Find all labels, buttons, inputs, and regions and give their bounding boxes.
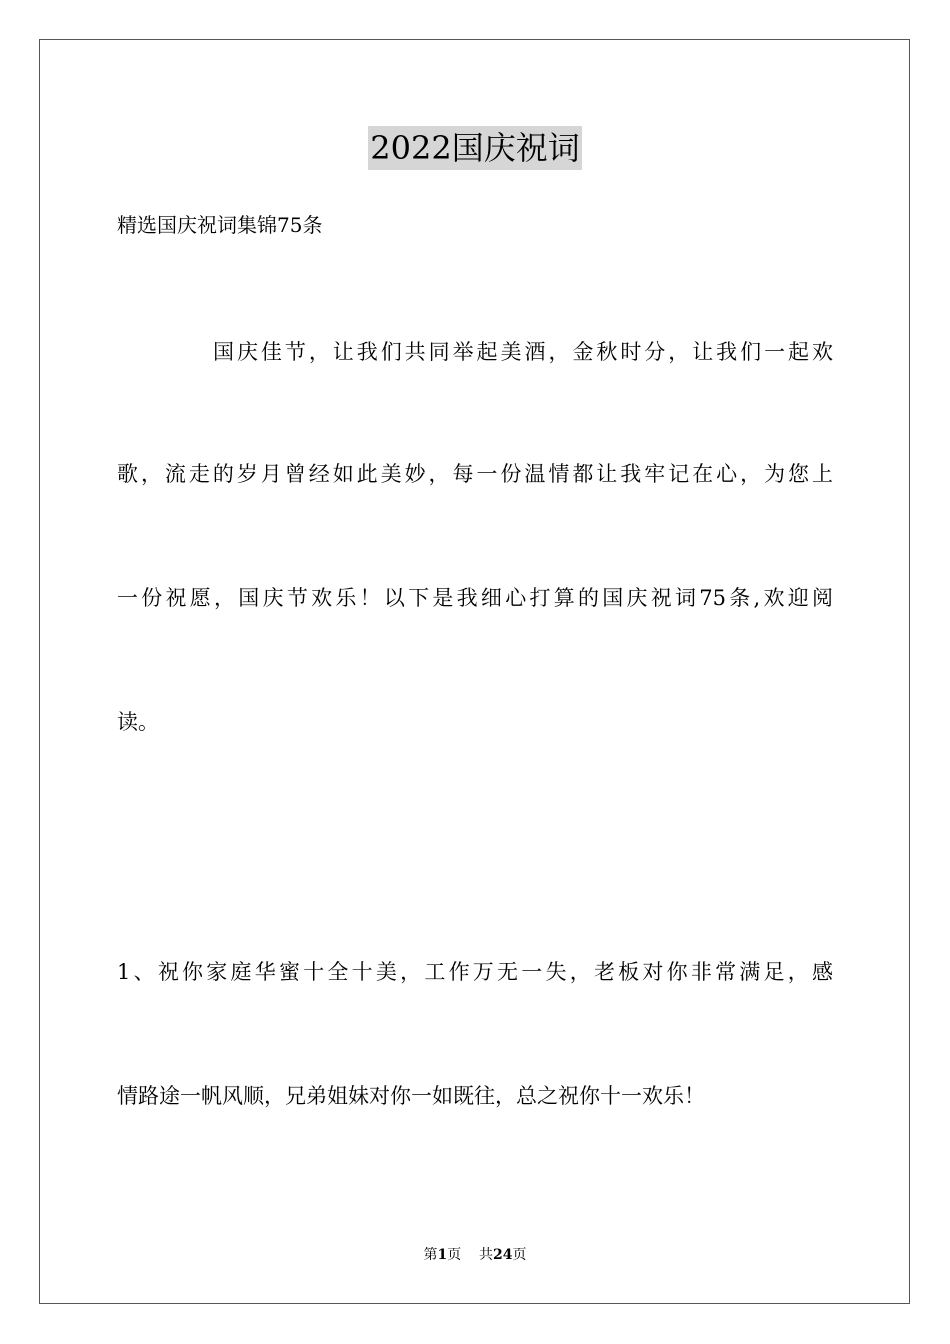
footer-page-suffix: 页 bbox=[447, 1247, 462, 1263]
intro-line-1: 国庆佳节，让我们共同举起美酒，金秋时分，让我们一起欢 bbox=[213, 340, 833, 364]
footer-total-prefix: 共 bbox=[479, 1247, 494, 1263]
page-footer bbox=[0, 1245, 950, 1265]
title-container bbox=[0, 126, 950, 170]
footer-page-number: 1 bbox=[437, 1247, 448, 1263]
footer-total-pages: 24 bbox=[493, 1247, 513, 1263]
item1-line-1: 1、祝你家庭华蜜十全十美，工作万无一失，老板对你非常满足，感 bbox=[117, 960, 833, 984]
footer-total-suffix: 页 bbox=[512, 1247, 527, 1263]
intro-line-3: 一份祝愿，国庆节欢乐！以下是我细心打算的国庆祝词75条,欢迎阅 bbox=[117, 586, 833, 610]
footer-prefix: 第 bbox=[423, 1247, 438, 1263]
document-subtitle: 精选国庆祝词集锦75条 bbox=[117, 213, 323, 237]
intro-line-4: 读。 bbox=[117, 710, 159, 734]
item1-line-2: 情路途一帆风顺，兄弟姐妹对你一如既往，总之祝你十一欢乐！ bbox=[117, 1084, 705, 1108]
intro-line-2: 歌，流走的岁月曾经如此美妙，每一份温情都让我牢记在心，为您上 bbox=[117, 462, 833, 486]
document-title: 2022国庆祝词 bbox=[368, 126, 581, 170]
